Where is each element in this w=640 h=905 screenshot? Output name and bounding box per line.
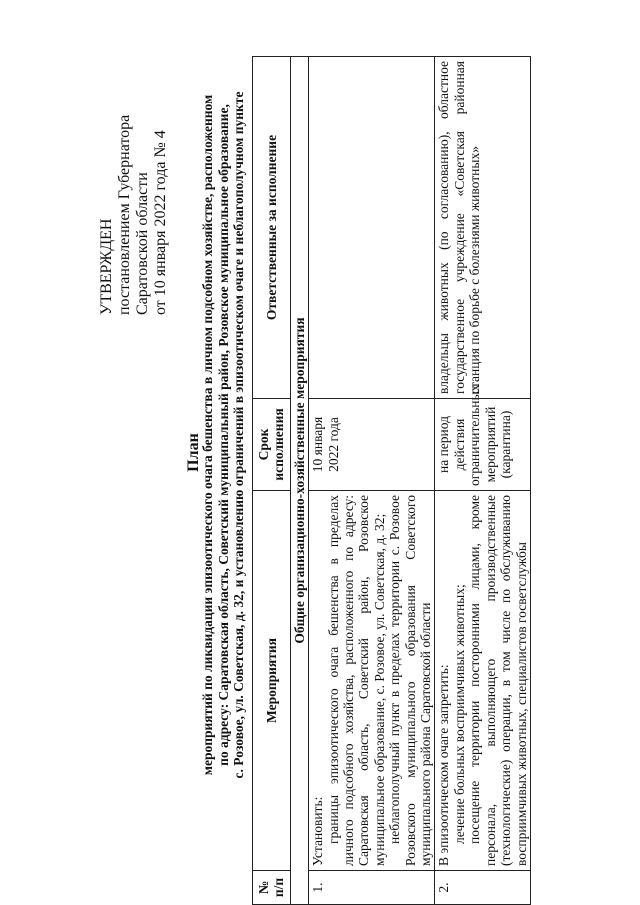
row-measures	[309, 491, 435, 871]
measure-paragraph: посещение территории посторонними лицами, кроме персонала, выполняющего производственные (технологические) операции, в том числе по обслуживанию восприимчивых животных, специалистов госветслужбы	[467, 495, 529, 866]
approval-line: от 10 января 2022 года № 4	[152, 130, 169, 315]
plan-subtitle-line: с. Розовое, ул. Советская, д. 32, и установлению ограничений в эпизоотическом очаге и неблагополучном пункте	[231, 91, 246, 779]
approval-stamp	[98, 0, 170, 315]
row-deadline: 10 января 2022 года	[309, 399, 435, 491]
header-responsible: Ответственные за исполнение	[253, 57, 291, 399]
header-num: № п/п	[253, 871, 291, 905]
measure-paragraph: лечение больных восприимчивых животных;	[451, 584, 467, 844]
section-title: Общие организационно-хозяйственные мероприятия	[290, 57, 308, 905]
plan-subtitle-line: мероприятий по ликвидации эпизоотического очага бешенства в личном подсобном хозяйстве, расположенном	[200, 94, 215, 776]
measure-lead: В эпизоотическом очаге запретить:	[436, 664, 452, 866]
plan-subtitle-line: по адресу: Саратовская область, Советский муниципальный район, Розовское муниципальное образование,	[215, 104, 231, 766]
row-responsible: владельцы животных (по согласованию), областное государственное учреждение «Советская районная станция по борьбе с болезнями животных»	[435, 57, 530, 399]
plan-subtitle	[200, 35, 247, 835]
table-row	[435, 57, 530, 905]
row-responsible	[309, 57, 435, 399]
row-num: 1.	[309, 871, 435, 905]
row-deadline: на период действия ограничительных мероприятий (карантина)	[435, 399, 530, 491]
approval-line: Саратовской области	[134, 172, 151, 315]
header-measures: Мероприятия	[253, 491, 291, 871]
table-header-row	[253, 57, 291, 905]
measure-lead: Установить:	[310, 796, 326, 866]
row-measures	[435, 491, 530, 871]
plan-title: План	[185, 433, 202, 472]
measures-table	[252, 56, 531, 905]
approval-line: постановлением Губернатора	[116, 114, 133, 315]
row-num: 2.	[435, 871, 530, 905]
approval-line: УТВЕРЖДЕН	[98, 218, 115, 315]
section-row	[290, 57, 308, 905]
table-row	[309, 57, 435, 905]
header-deadline: Срок исполнения	[253, 399, 291, 491]
measure-paragraph: границы эпизоотического очага бешенства в пределах личного подсобного хозяйства, расположенного по адресу: Саратовская область, Советский район, Розовское муниципальное образование, с. Розовое, ул. Советская, д. 32;	[325, 495, 387, 866]
measure-paragraph: неблагополучный пункт в пределах территории с. Розовое Розовского муниципального образования Советского муниципального района Саратовской области	[387, 495, 434, 866]
